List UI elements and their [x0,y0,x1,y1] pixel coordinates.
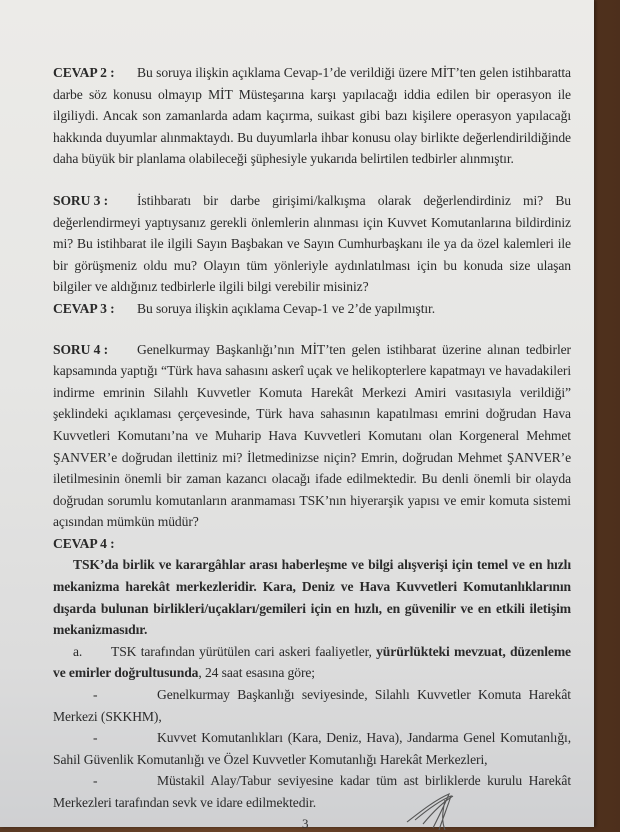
page-number: 3 [302,816,309,831]
soru-3-label: SORU 3 : [53,192,109,208]
cevap-2-paragraph [53,62,571,170]
item-a-text-before: TSK tarafından yürütülen cari askeri faaliyetler, [111,643,377,659]
document-body [53,62,571,814]
soru-4-text: Genelkurmay Başkanlığı’nın MİT’ten gelen istihbarat üzerine alınan tedbirler kapsamında yaptığı “Türk hava sahasını askerî uçak ve helikopterlere kapatmayı ve havadakileri indirme emrinin Silahlı Kuvvetler Komuta Harekât Merkezi Amiri vasıtasıyla verildiği” şeklindeki açıklaması çerçevesinde, Türk hava sahasının kapatılması emrini doğrudan Hava Kuvvetleri Komutanı’na ve Muharip Hava Kuvvetleri Komutanı olan Korgeneral Mehmet ŞANVER’e doğrudan ilettiniz mi? İletmedinizse niçin? Emrin, doğrudan Mehmet ŞANVER’e iletilmesinin önemli bir zaman kazancı olacağı ifade edilmektedir. Bu denli önemli bir olayda doğrudan sorumlu komutanların aranmaması TSK’nın hiyerarşik yapısı ve emir komuta sistemi açısından mümkün müdür? [53,341,571,530]
dash-marker: - [93,730,98,746]
soru-4-label: SORU 4 : [53,341,109,357]
cevap-4-heading [53,533,571,555]
soru-3-text: İstihbaratı bir darbe girişimi/kalkışma olarak değerlendirdiniz mi? Bu değerlendirmeyi yaptıysanız gerekli önlemlerin alınması için Kuvvet Komutanlarına bildirdiniz mi? Bu istihbarat ile ilgili Sayın Başbakan ve Sayın Cumhurbaşkanı ile ya da özel kalemleri ile bir görüşmeniz oldu mu? Olayın tüm yönleriyle aydınlatılması için bu konuda size ulaşan bilgiler ve aldığınız tedbirlerle ilgili bilgi verebilir misiniz? [53,192,571,295]
cevap-4-bold-paragraph: TSK’da birlik ve karargâhlar arası haberleşme ve bilgi alışverişi için temel ve en hızlı mekanizma harekât merkezleridir. Kara, Deniz ve Hava Kuvvetleri Komutanlıklarının dışarda bulunan birlikleri/uçakları/gemileri için en hızlı, en güvenilir ve en etkili iletişim mekanizmasıdır. [53,557,571,638]
dash-item-1 [53,684,571,727]
dash-item-3 [53,770,571,813]
dash-item-2 [53,727,571,770]
item-a-text-bold: yürürlükteki mevzuat, düzenleme ve emirler doğrultusunda [53,643,571,681]
dash-item-text: Müstakil Alay/Tabur seviyesine kadar tüm ast birliklerde kurulu Harekât Merkezleri tarafından sevk ve idare edilmektedir. [53,773,571,810]
cevap-3-text: Bu soruya ilişkin açıklama Cevap-1 ve 2’de yapılmıştır. [137,300,436,316]
soru-4-paragraph [53,339,571,533]
cevap-3-label: CEVAP 3 : [53,300,115,316]
dash-marker: - [93,773,98,789]
cevap-3-paragraph [53,298,571,320]
dash-marker: - [93,687,98,703]
item-a-text-after: , 24 saat esasına göre; [198,665,315,681]
cevap-2-label: CEVAP 2 : [53,65,115,80]
cevap-2-text: Bu soruya ilişkin açıklama Cevap-1’de verildiği üzere MİT’ten gelen istihbaratta darbe söz konusu olmayıp MİT Müsteşarına karşı yapılacağı iddia edilen bir operasyon ile ilgiliydi. Ancak son zamanlarda adam kaçırma, suikast gibi bazı kişilere operasyon yapılacağı hakkında duyumlar alınmaktaydı. Bu duyumlarla ihbar konusu olay birlikte değerlendirildiğinde daha büyük bir planlama olabileceği şüphesiyle yukarıda belirtilen tedbirler alınmıştır. [53,65,571,167]
item-a-marker: a. [73,643,83,659]
cevap-4-item-a [53,641,571,684]
dash-item-text: Kuvvet Komutanlıkları (Kara, Deniz, Hava), Jandarma Genel Komutanlığı, Sahil Güvenlik Komutanlığı ve Özel Kuvvetler Komutanlığı Harekât Merkezleri, [53,730,571,767]
soru-3-paragraph [53,190,571,298]
dash-item-text: Genelkurmay Başkanlığı seviyesinde, Silahlı Kuvvetler Komuta Harekât Merkezi (SKKHM), [53,687,571,724]
cevap-4-label: CEVAP 4 : [53,535,115,551]
desk-background [594,0,620,827]
